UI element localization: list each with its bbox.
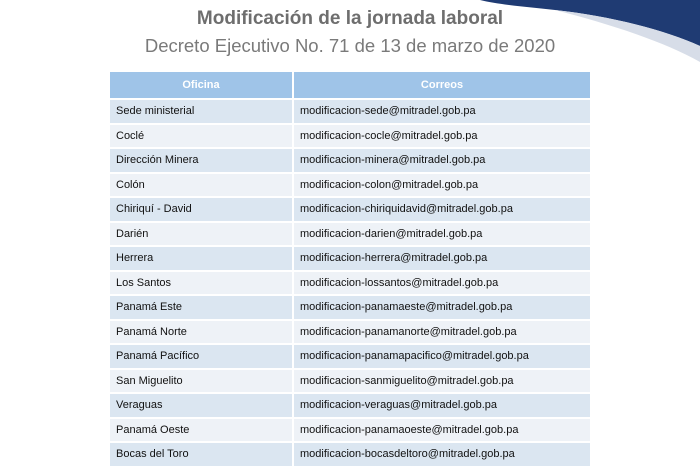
office-cell: Los Santos (110, 271, 293, 296)
table-row (110, 418, 590, 443)
table-row (110, 442, 590, 466)
table-row (110, 344, 590, 369)
table-row (110, 222, 590, 247)
office-cell: Colón (110, 173, 293, 198)
office-cell: Veraguas (110, 393, 293, 418)
email-cell: modificacion-panamaoeste@mitradel.gob.pa (293, 418, 590, 443)
email-cell: modificacion-sanmiguelito@mitradel.gob.pa (293, 369, 590, 394)
email-cell: modificacion-cocle@mitradel.gob.pa (293, 124, 590, 149)
email-cell: modificacion-sede@mitradel.gob.pa (293, 99, 590, 124)
table-header-row (110, 72, 590, 99)
office-cell: Panamá Norte (110, 320, 293, 345)
email-cell: modificacion-panamanorte@mitradel.gob.pa (293, 320, 590, 345)
table-row (110, 246, 590, 271)
email-cell: modificacion-bocasdeltoro@mitradel.gob.pa (293, 442, 590, 466)
page-title: Modificación de la jornada laboral (196, 8, 504, 29)
email-cell: modificacion-minera@mitradel.gob.pa (293, 148, 590, 173)
table-row (110, 295, 590, 320)
office-cell: Sede ministerial (110, 99, 293, 124)
table-row (110, 271, 590, 296)
table-row (110, 124, 590, 149)
email-cell: modificacion-chiriquidavid@mitradel.gob.pa (293, 197, 590, 222)
table-row (110, 369, 590, 394)
office-cell: Dirección Minera (110, 148, 293, 173)
table-row (110, 148, 590, 173)
email-cell: modificacion-panamaeste@mitradel.gob.pa (293, 295, 590, 320)
office-cell: Coclé (110, 124, 293, 149)
offices-table (110, 72, 590, 466)
office-cell: Herrera (110, 246, 293, 271)
table-row (110, 173, 590, 198)
email-cell: modificacion-panamapacifico@mitradel.gob.pa (293, 344, 590, 369)
office-cell: Panamá Pacífico (110, 344, 293, 369)
table-row (110, 320, 590, 345)
email-cell: modificacion-herrera@mitradel.gob.pa (293, 246, 590, 271)
office-cell: Bocas del Toro (110, 442, 293, 466)
email-cell: modificacion-lossantos@mitradel.gob.pa (293, 271, 590, 296)
page-subtitle: Decreto Ejecutivo No. 71 de 13 de marzo de 2020 (144, 35, 556, 56)
table-row (110, 393, 590, 418)
office-cell: Panamá Este (110, 295, 293, 320)
table-row (110, 197, 590, 222)
office-cell: Darién (110, 222, 293, 247)
email-cell: modificacion-veraguas@mitradel.gob.pa (293, 393, 590, 418)
column-header-oficina: Oficina (110, 72, 293, 99)
email-cell: modificacion-darien@mitradel.gob.pa (293, 222, 590, 247)
column-header-correos: Correos (293, 72, 590, 99)
office-cell: Panamá Oeste (110, 418, 293, 443)
office-cell: San Miguelito (110, 369, 293, 394)
office-cell: Chiriquí - David (110, 197, 293, 222)
table-row (110, 99, 590, 124)
email-cell: modificacion-colon@mitradel.gob.pa (293, 173, 590, 198)
